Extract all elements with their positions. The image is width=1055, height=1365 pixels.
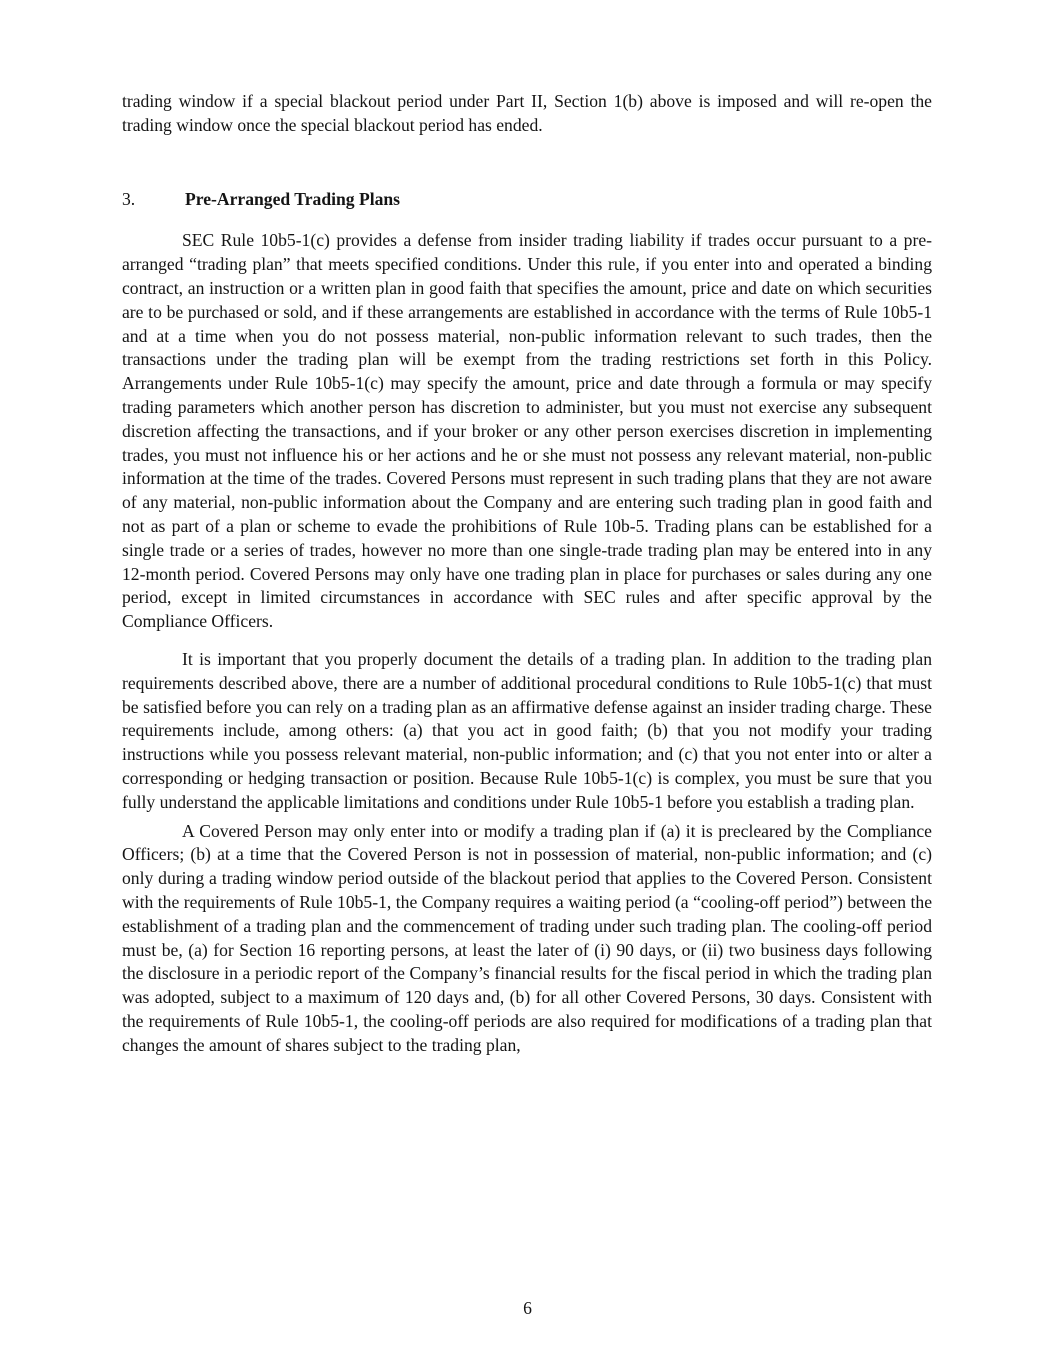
body-paragraph: A Covered Person may only enter into or modify a trading plan if (a) it is precleared by the Compliance Officers; (b) at a time that the Covered Person is not in possession of material, non-public information; and (c) only during a trading window period outside of the blackout period that applies to the Covered Person. Consistent with the requirements of Rule 10b5-1, the Company requires a waiting period (a “cooling-off period”) between the establishment of a trading plan and the commencement of trading under such trading plan. The cooling-off period must be, (a) for Section 16 reporting persons, at least the later of (i) 90 days, or (ii) two business days following the disclosure in a periodic report of the Company’s financial results for the fiscal period in which the trading plan was adopted, subject to a maximum of 120 days and, (b) for all other Covered Persons, 30 days. Consistent with the requirements of Rule 10b5-1, the cooling-off periods are also required for modifications of a trading plan that changes the amount of shares subject to the trading plan, xyxy=(122,820,932,1055)
page-number: 6 xyxy=(523,1298,532,1319)
page-content xyxy=(122,90,932,1057)
continuation-paragraph: trading window if a special blackout period under Part II, Section 1(b) above is imposed and will re-open the trading window once the special blackout period has ended. xyxy=(122,91,932,135)
section-title: Pre-Arranged Trading Plans xyxy=(185,188,401,209)
body-paragraph: It is important that you properly document the details of a trading plan. In addition to the trading plan requirements described above, there are a number of additional procedural conditions to Rule 10b5-1(c) that must be satisfied before you can rely on a trading plan as an affirmative defense against an insider trading charge. These requirements include, among others: (a) that you act in good faith; (b) that you not modify your trading instructions while you possess relevant material, non-public information; and (c) that you not enter into or alter a corresponding or hedging transaction or position. Because Rule 10b5-1(c) is complex, you must be sure that you fully understand the applicable limitations and conditions under Rule 10b5-1 before you establish a trading plan. xyxy=(122,648,932,812)
body-paragraph: SEC Rule 10b5-1(c) provides a defense from insider trading liability if trades occur pursuant to a pre-arranged “trading plan” that meets specified conditions. Under this rule, if you enter into and operated a binding contract, an instruction or a written plan in good faith that specifies the amount, price and date on which securities are to be purchased or sold, and if these arrangements are established in accordance with the terms of Rule 10b5-1 and at a time when you do not possess material, non-public information relevant to such trades, then the transactions under the trading plan will be exempt from the trading restrictions set forth in this Policy. Arrangements under Rule 10b5-1(c) may specify the amount, price and date through a formula or may specify trading parameters which another person has discretion to administer, but you must not exercise any subsequent discretion affecting the transactions, and if your broker or any other person exercises discretion in implementing trades, you must not influence his or her actions and he or she must not possess any relevant material, non-public information at the time of the trades. Covered Persons must represent in such trading plans that they are not aware of any material, non-public information about the Company and are entering such trading plan in good faith and not as part of a plan or scheme to evade the prohibitions of Rule 10b-5. Trading plans can be established for a single trade or a series of trades, however no more than one single-trade trading plan may be entered into in any 12-month period. Covered Persons may only have one trading plan in place for purchases or sales during any one period, except in limited circumstances in accordance with SEC rules and after specific approval by the Compliance Officers. xyxy=(122,230,932,632)
section-heading xyxy=(122,188,932,212)
section-number: 3. xyxy=(122,188,136,209)
